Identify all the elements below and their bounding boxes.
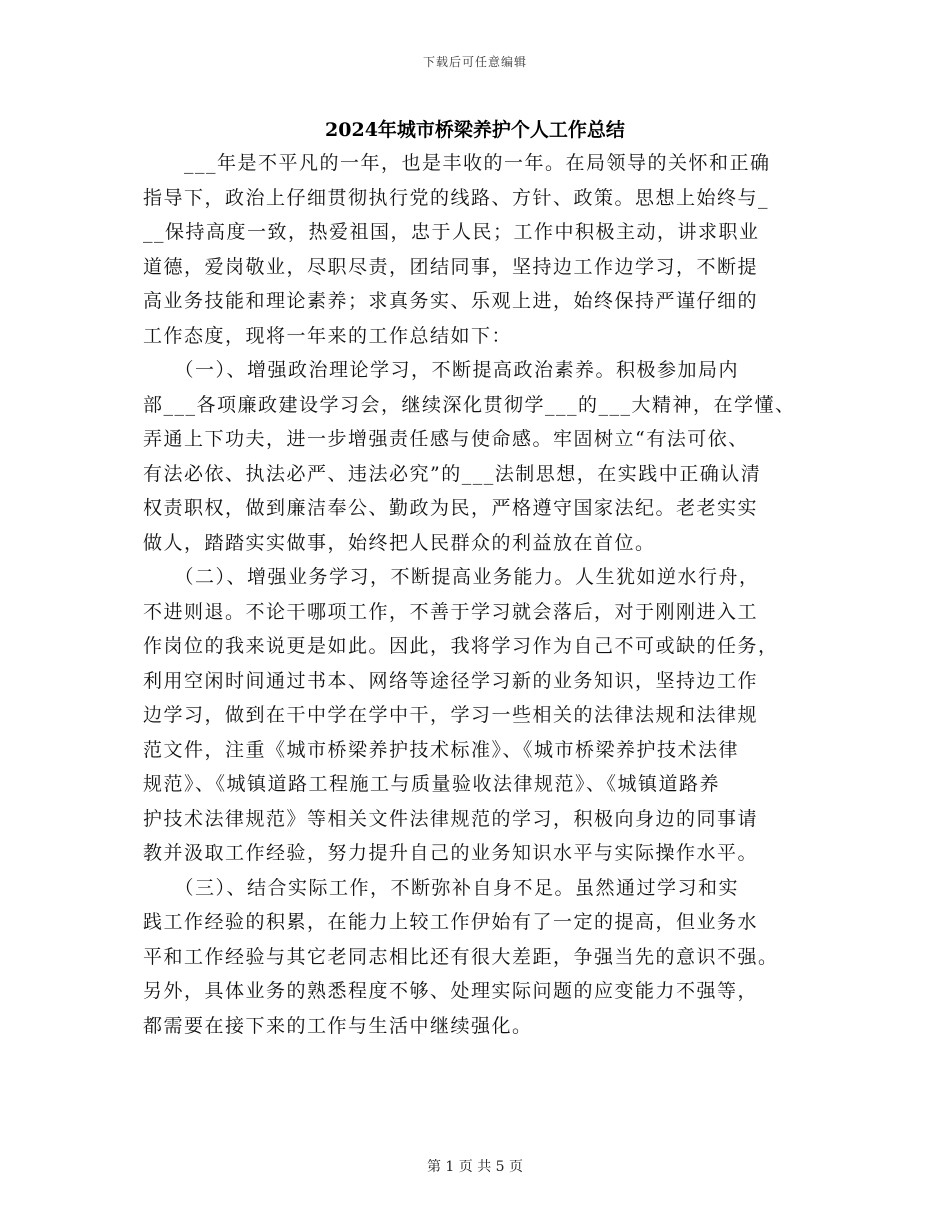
- body-line: 指导下，政治上仔细贯彻执行党的线路、方针、政策。思想上始终与_: [143, 186, 770, 209]
- body-line: 工作态度，现将一年来的工作总结如下：: [143, 324, 513, 347]
- body-line: __保持高度一致，热爱祖国，忠于人民；工作中积极主动，讲求职业: [143, 221, 760, 243]
- header-note: 下载后可任意编辑: [422, 55, 527, 69]
- body-line: 做人，踏踏实实做事，始终把人民群众的利益放在首位。: [143, 531, 656, 554]
- body-line: 部___各项廉政建设学习会，继续深化贯彻学___的___大精神，在学懂、: [143, 393, 796, 416]
- body-line: 权责职权，做到廉洁奉公、勤政为民，严格遵守国家法纪。老老实实: [143, 497, 759, 519]
- body-line: （二）、增强业务学习，不断提高业务能力。人生犹如逆水行舟，: [143, 566, 760, 588]
- body-line: 有法必依、执法必严、违法必究”的___法制思想，在实践中正确认清: [143, 462, 762, 485]
- body-line: 边学习，做到在干中学在学中干，学习一些相关的法律法规和法律规: [143, 704, 759, 726]
- body-line: （一）、增强政治理论学习，不断提高政治素养。积极参加局内: [143, 359, 740, 381]
- body-line: 不进则退。不论干哪项工作，不善于学习就会落后，对于刚刚进入工: [143, 600, 759, 623]
- body-line: 利用空闲时间通过书本、网络等途径学习新的业务知识，坚持边工作: [143, 669, 759, 692]
- body-line: 高业务技能和理论素养；求真务实、乐观上进，始终保持严谨仔细的: [143, 290, 759, 312]
- body-line: 教并汲取工作经验，努力提升自己的业务知识水平与实际操作水平。: [143, 842, 759, 864]
- body-line: （三）、结合实际工作，不断弥补自身不足。虽然通过学习和实: [143, 876, 740, 899]
- body-line: 范文件，注重《城市桥梁养护技术标准》、《城市桥梁养护技术法律: [143, 738, 740, 761]
- document-title: 2024年城市桥梁养护个人工作总结: [325, 119, 625, 141]
- body-line: 另外，具体业务的熟悉程度不够、处理实际问题的应变能力不强等，: [143, 980, 759, 1002]
- body-line: 道德，爱岗敬业，尽职尽责，团结同事，坚持边工作边学习，不断提: [143, 255, 759, 278]
- page-number: 第 1 页 共 5 页: [426, 1159, 524, 1175]
- body-line: 规范》、《城镇道路工程施工与质量验收法律规范》、《城镇道路养: [143, 773, 721, 795]
- body-line: 践工作经验的积累，在能力上较工作伊始有了一定的提高，但业务水: [143, 911, 759, 933]
- body-line: 作岗位的我来说更是如此。因此，我将学习作为自己不可或缺的任务，: [143, 635, 779, 657]
- body-line: ___年是不平凡的一年，也是丰收的一年。在局领导的关怀和正确: [143, 152, 771, 174]
- body-line: 弄通上下功夫，进一步增强责任感与使命感。牢固树立“有法可依、: [143, 428, 749, 450]
- document-body: [143, 146, 833, 1043]
- body-line: 平和工作经验与其它老同志相比还有很大差距，争强当先的意识不强。: [143, 945, 779, 968]
- body-line: 护技术法律规范》等相关文件法律规范的学习，积极向身边的同事请: [143, 807, 759, 830]
- body-line: 都需要在接下来的工作与生活中继续强化。: [143, 1014, 533, 1037]
